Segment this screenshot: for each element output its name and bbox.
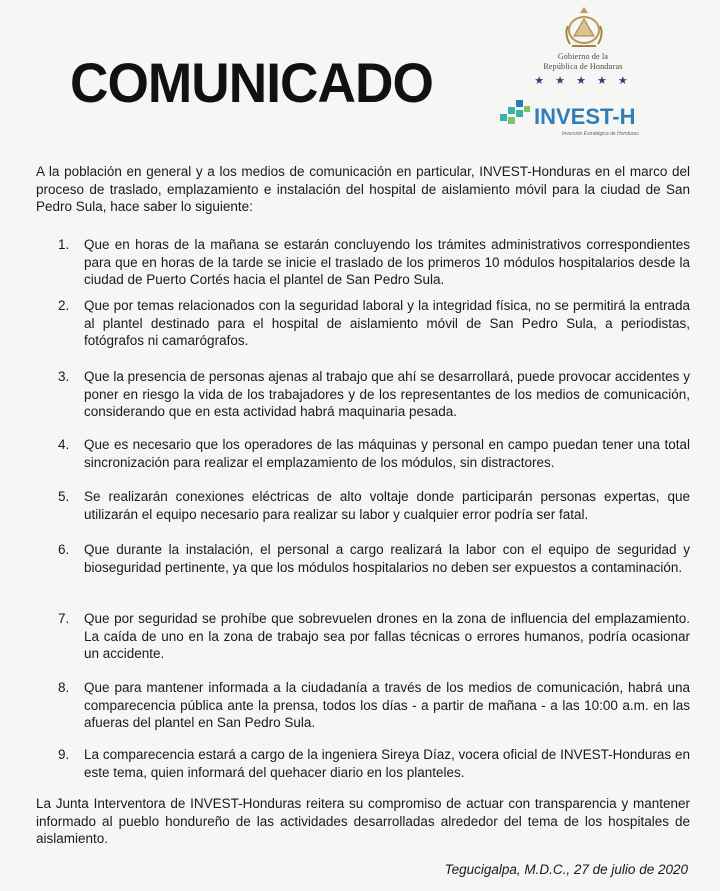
list-item-number: 6. (58, 542, 70, 557)
list-item-text: Que en horas de la mañana se estarán concluyendo los trámites administrativos correspondientes para que en horas de la tarde se inicie el traslado de los primeros 10 módulos hospitalarios desde la ciudad de Puerto Cortés hacia el plantel de San Pedro Sula. (84, 237, 690, 288)
government-line-1: Gobierno de la (557, 52, 609, 61)
list-item-number: 9. (58, 747, 70, 762)
list-item-number: 8. (58, 680, 70, 695)
list-item-number: 2. (58, 298, 70, 313)
government-stars: ★ ★ ★ ★ ★ (534, 75, 632, 87)
list-item-number: 3. (58, 369, 70, 384)
list-item (58, 746, 690, 781)
honduras-coat-of-arms-icon (560, 4, 608, 52)
page-title: COMUNICADO (70, 51, 433, 114)
list-item (58, 488, 690, 523)
list-item (58, 436, 690, 471)
government-line-2: República de Honduras (543, 62, 623, 71)
list-item (58, 610, 690, 663)
list-item-number: 1. (58, 237, 70, 252)
invest-h-logo (498, 96, 648, 136)
list-item-number: 5. (58, 489, 70, 504)
list-item-text: Que por seguridad se prohíbe que sobrevuelen drones en la zona de influencia del emplazamiento. La caída de uno en la zona de trabajo sea por fallas técnicas o errores humanos, podría ocasionar un accidente. (84, 611, 690, 662)
intro-paragraph: A la población en general y a los medios de comunicación en particular, INVEST-Honduras en el marco del proceso de traslado, emplazamiento e instalación del hospital de aislamiento móvil para la ciudad de San Pedro Sula, hace saber lo siguiente: (36, 164, 690, 215)
date-line: Tegucigalpa, M.D.C., 27 de julio de 2020 (444, 862, 688, 877)
list-item (58, 541, 690, 576)
list-item (58, 297, 690, 350)
list-item-text: Que la presencia de personas ajenas al trabajo que ahí se desarrollará, puede provocar accidentes y poner en riesgo la vida de los trabajadores y de los representantes de los medios de comunicación, considerando que en esta actividad habrá maquinaria pesada. (84, 369, 690, 420)
list-item (58, 368, 690, 421)
invest-h-wordmark: INVEST-H (534, 104, 636, 129)
list-item-text: Que para mantener informada a la ciudadanía a través de los medios de comunicación, habrá una comparecencia pública ante la prensa, todos los días - a partir de mañana - a las 10:00 a.m. en las afueras del plantel en San Pedro Sula. (84, 680, 690, 731)
list-item (58, 679, 690, 732)
list-item-text: La comparecencia estará a cargo de la ingeniera Sireya Díaz, vocera oficial de INVEST-Honduras en este tema, quien informará del quehacer diario en los planteles. (84, 747, 690, 780)
list-item-text: Se realizarán conexiones eléctricas de alto voltaje donde participarán personas expertas, que utilizarán el equipo necesario para realizar su labor y cualquier error podría ser fatal. (84, 489, 690, 522)
list-item-text: Que es necesario que los operadores de las máquinas y personal en campo puedan tener una total sincronización para realizar el emplazamiento de los módulos, sin distractores. (84, 437, 690, 470)
government-name (528, 52, 638, 72)
invest-h-tagline: Inversión Estratégica de Honduras (562, 131, 639, 137)
list-item-text: Que por temas relacionados con la seguridad laboral y la integridad física, no se permitirá la entrada al plantel destinado para el hospital de aislamiento móvil de San Pedro Sula, a periodistas, fotógrafos ni camarógrafos. (84, 298, 690, 349)
closing-paragraph: La Junta Interventora de INVEST-Honduras reitera su compromiso de actuar con transparencia y mantener informado al pueblo hondureño de las actividades desarrolladas alrededor del tema de los hospitales de aislamiento. (36, 796, 690, 847)
list-item-text: Que durante la instalación, el personal a cargo realizará la labor con el equipo de seguridad y bioseguridad pertinente, ya que los módulos hospitalarios no deben ser expuestos a contaminación. (84, 542, 690, 575)
list-item-number: 7. (58, 611, 70, 626)
list-item (58, 236, 690, 289)
list-item-number: 4. (58, 437, 70, 452)
